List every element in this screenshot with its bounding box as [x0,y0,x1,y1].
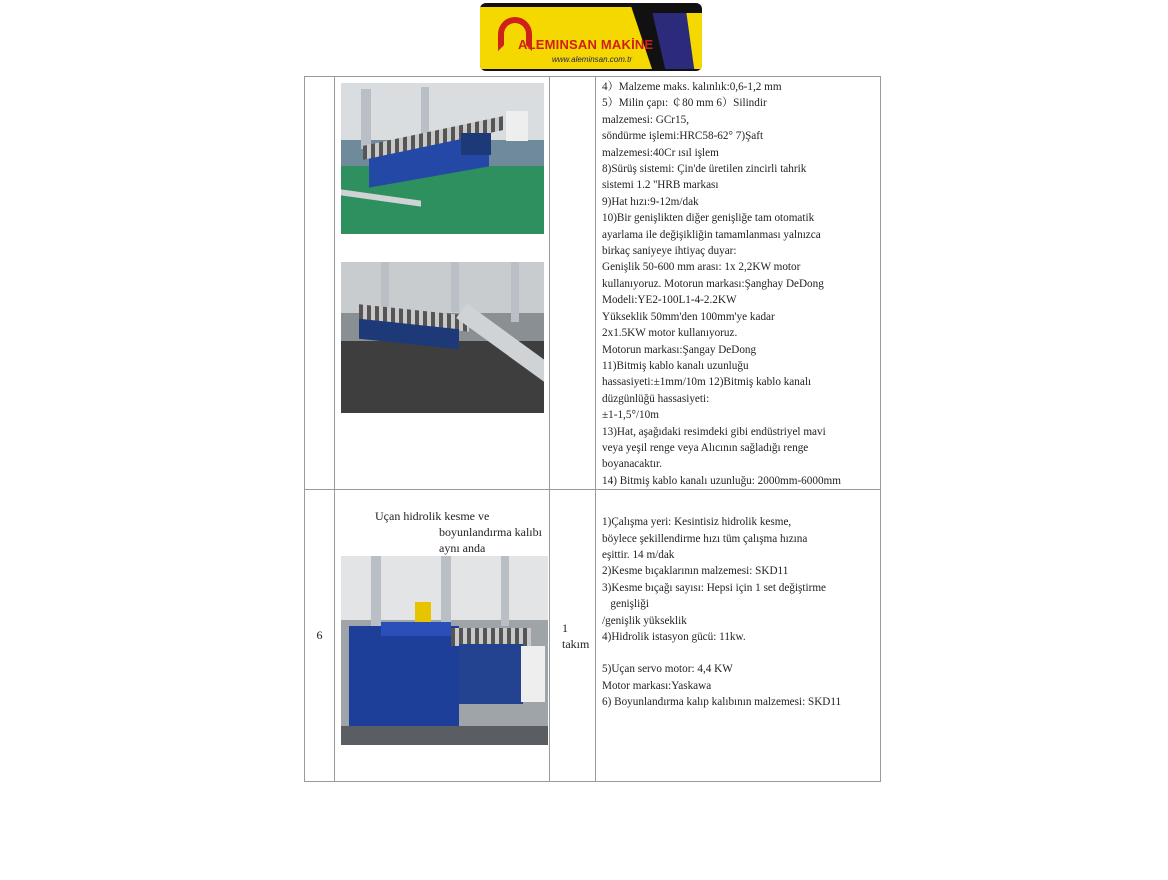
spec-line: 5）Milin çapı: ￠80 mm 6）Silindir [602,97,767,110]
row-image-cell [335,490,550,782]
spec-line: ayarlama ile değişikliğin tamamlanması yalnızca [602,228,821,241]
spec-line: malzemesi:40Cr ısıl işlem [602,146,719,159]
spec-line: veya yeşil renge veya Alıcının sağladığı renge [602,441,809,454]
spec-line: düzgünlüğü hassasiyeti: [602,392,710,405]
spec-line: sistemi 1.2 ''HRB markası [602,179,719,192]
caption-line: boyunlandırma kalıbı [439,525,542,540]
company-logo [480,3,702,71]
logo-brand-text: ALEMINSAN MAKİNE [518,37,654,52]
spec-line: 11)Bitmiş kablo kanalı uzunluğu [602,359,749,372]
table-row [305,77,881,490]
spec-line: böylece şekillendirme hızı tüm çalışma hızına [602,532,808,545]
image-caption [375,508,555,556]
spec-line: 4）Malzeme maks. kalınlık:0,6-1,2 mm [602,81,782,93]
spec-line: ±1-1,5°/10m [602,409,659,422]
logo-url-text: www.aleminsan.com.tr [552,55,633,64]
machine-photo [341,262,544,413]
spec-line: 14) Bitmiş kablo kanalı uzunluğu: 2000mm-6000mm [602,474,841,487]
spec-line: genişliği [602,598,649,611]
spec-line: 8)Sürüş sistemi: Çin'de üretilen zincirli tahrik [602,163,807,176]
specification-table [304,76,881,782]
spec-line: eşittir. 14 m/dak [602,548,675,561]
spec-line: 4)Hidrolik istasyon gücü: 11kw. [602,631,746,643]
quantity-number: 1 [562,620,568,635]
spec-line: 13)Hat, aşağıdaki resimdeki gibi endüstriyel mavi [602,425,826,438]
spec-line: Motor markası:Yaskawa [602,679,712,692]
spec-line: 2)Kesme bıçaklarının malzemesi: SKD11 [602,565,789,578]
machine-photo [341,83,544,234]
table-row [305,490,881,782]
spec-line: boyanacaktır. [602,458,662,471]
row-quantity-cell [550,77,596,490]
row-spec-cell [596,77,881,490]
spec-line: söndürme işlemi:HRC58-62° 7)Şaft [602,130,764,143]
spec-line: 9)Hat hızı:9-12m/dak [602,195,699,208]
spec-line: 5)Uçan servo motor: 4,4 KW [602,663,733,676]
spec-line: Modeli:YE2-100L1-4-2.2KW [602,294,737,307]
spec-line: kullanıyoruz. Motorun markası:Şanghay DeDong [602,277,824,290]
spec-line: 10)Bir genişlikten diğer genişliğe tam otomatik [602,212,815,225]
spec-line: Genişlik 50-600 mm arası: 1x 2,2KW motor [602,261,801,274]
spec-line: Motorun markası:Şangay DeDong [602,343,757,356]
row-number-cell [305,77,335,490]
spec-line: 6) Boyunlandırma kalıp kalıbının malzemesi: SKD11 [602,696,842,709]
quantity-unit: takım [562,636,590,651]
spec-line: 1)Çalışma yeri: Kesintisiz hidrolik kesme, [602,516,792,529]
spec-line: /genişlik yükseklik [602,614,687,627]
caption-line: aynı anda [439,541,486,556]
row-quantity-cell [550,490,596,782]
spec-line: malzemesi: GCr15, [602,113,689,126]
spec-line: 3)Kesme bıçağı sayısı: Hepsi için 1 set değiştirme [602,581,827,594]
spec-line: birkaç saniyeye ihtiyaç duyar: [602,245,737,258]
spec-line: 2x1.5KW motor kullanıyoruz. [602,327,738,340]
spec-line: hassasiyeti:±1mm/10m 12)Bitmiş kablo kanalı [602,376,812,389]
caption-line: Uçan hidrolik kesme ve [375,509,490,524]
row-number-cell: 6 [305,490,335,782]
spec-line: Yükseklik 50mm'den 100mm'ye kadar [602,310,775,323]
machine-photo [341,556,548,745]
spec-line [602,645,874,661]
row-spec-cell [596,490,881,782]
row-image-cell [335,77,550,490]
